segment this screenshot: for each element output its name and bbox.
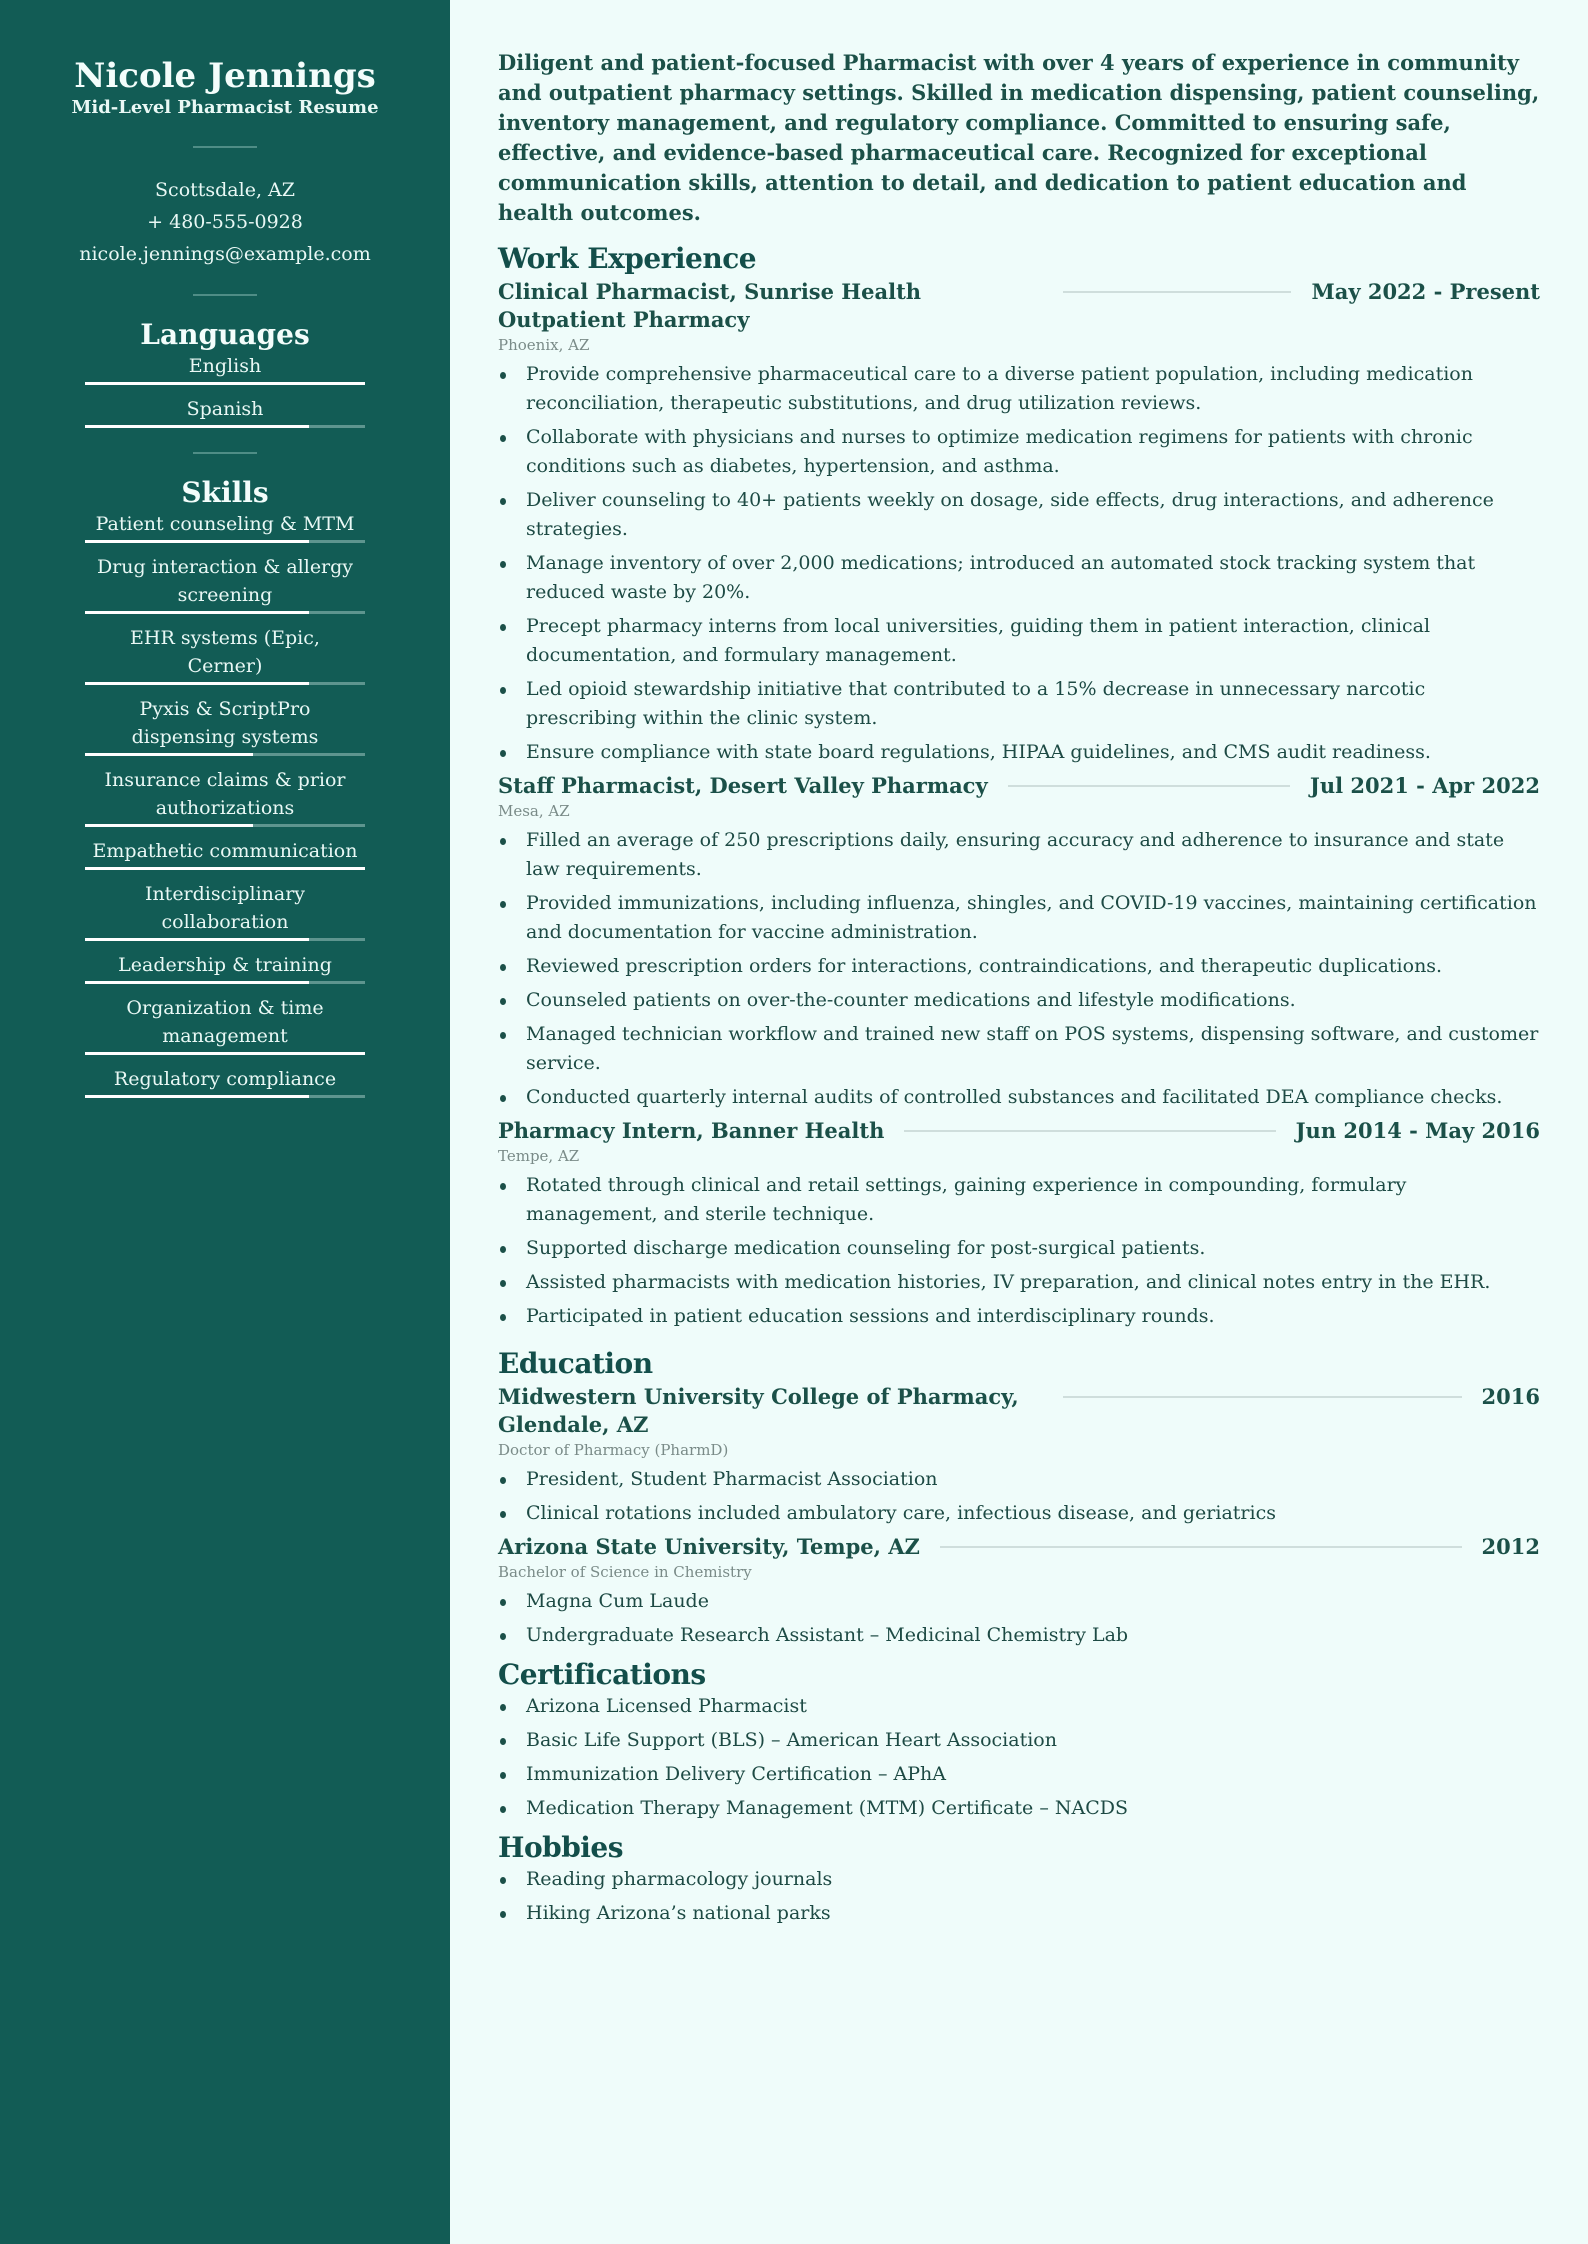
skill-item bbox=[85, 695, 365, 756]
graduation-year: 2016 bbox=[1481, 1384, 1540, 1409]
skill-item-label: Interdisciplinary collaboration bbox=[144, 883, 306, 933]
hobbies-heading: Hobbies bbox=[498, 1831, 624, 1864]
bullet-item: Manage inventory of over 2,000 medications; introduced an automated stock tracking system that reduced waste by 20%. bbox=[498, 549, 1540, 607]
work-experience-section bbox=[498, 242, 1540, 1331]
languages-section bbox=[0, 318, 450, 428]
bullet-item: Counseled patients on over-the-counter medications and lifestyle modifications. bbox=[498, 986, 1540, 1015]
bullet-item: Basic Life Support (BLS) – American Heart Association bbox=[498, 1726, 1540, 1755]
skills-section bbox=[0, 476, 450, 1098]
skill-item-level-fill bbox=[85, 753, 253, 756]
languages-heading: Languages bbox=[140, 318, 310, 351]
skill-item-label: EHR systems (Epic, Cerner) bbox=[130, 627, 320, 677]
job-location: Mesa, AZ bbox=[498, 802, 570, 820]
hobbies-section bbox=[498, 1831, 1540, 1928]
certifications-heading: Certifications bbox=[498, 1658, 706, 1691]
language-item-label: Spanish bbox=[186, 398, 264, 420]
resume-subtitle: Mid-Level Pharmacist Resume bbox=[71, 97, 379, 118]
job-title: Clinical Pharmacist, Sunrise Health Outpatient Pharmacy bbox=[498, 279, 922, 332]
skill-item bbox=[85, 1065, 365, 1098]
job-dates: Jun 2014 - May 2016 bbox=[1295, 1118, 1540, 1143]
bullet-item: Filled an average of 250 prescriptions daily, ensuring accuracy and adherence to insurance and state law requirements. bbox=[498, 826, 1540, 884]
main-content bbox=[498, 48, 1540, 1933]
hobbies-list bbox=[498, 1865, 1540, 1928]
bullet-item: Deliver counseling to 40+ patients weekly on dosage, side effects, drug interactions, and adherence strategies. bbox=[498, 486, 1540, 544]
graduation-year: 2012 bbox=[1481, 1534, 1540, 1559]
skill-item-level-fill bbox=[85, 824, 253, 827]
divider bbox=[193, 146, 257, 148]
degree: Doctor of Pharmacy (PharmD) bbox=[498, 1441, 729, 1459]
contact-block bbox=[0, 174, 450, 270]
skill-item-level-fill bbox=[85, 611, 309, 614]
bullet-item: Supported discharge medication counseling for post-surgical patients. bbox=[498, 1234, 1540, 1263]
skill-item-level-fill bbox=[85, 981, 309, 984]
language-item bbox=[85, 395, 365, 428]
language-item-level-track bbox=[85, 382, 365, 385]
skill-item-level-track bbox=[85, 1095, 365, 1098]
skill-item bbox=[85, 510, 365, 543]
skill-item-level-track bbox=[85, 1052, 365, 1055]
bullet-item: Ensure compliance with state board regulations, HIPAA guidelines, and CMS audit readiness. bbox=[498, 738, 1540, 767]
divider bbox=[940, 1546, 1462, 1548]
work-experience-heading: Work Experience bbox=[498, 242, 757, 275]
certifications-section bbox=[498, 1658, 1540, 1823]
bullet-item: Undergraduate Research Assistant – Medicinal Chemistry Lab bbox=[498, 1621, 1540, 1650]
language-item-level-fill bbox=[85, 382, 365, 385]
divider bbox=[1063, 1396, 1462, 1398]
job-dates: Jul 2021 - Apr 2022 bbox=[1309, 773, 1540, 798]
education-header bbox=[498, 1383, 1540, 1439]
bullet-item: Conducted quarterly internal audits of controlled substances and facilitated DEA compliance checks. bbox=[498, 1083, 1540, 1112]
skill-item-level-track bbox=[85, 981, 365, 984]
skill-item bbox=[85, 837, 365, 870]
skill-item-level-track bbox=[85, 938, 365, 941]
skill-item bbox=[85, 951, 365, 984]
bullet-item: Provide comprehensive pharmaceutical care to a diverse patient population, including medication reconciliation, therapeutic substitutions, and drug utilization reviews. bbox=[498, 360, 1540, 418]
divider bbox=[1008, 785, 1290, 787]
skill-item bbox=[85, 994, 365, 1055]
bullet-item: Reviewed prescription orders for interactions, contraindications, and therapeutic duplications. bbox=[498, 952, 1540, 981]
skill-item-level-fill bbox=[85, 682, 309, 685]
bullet-item: President, Student Pharmacist Association bbox=[498, 1465, 1540, 1494]
bullet-item: Precept pharmacy interns from local universities, guiding them in patient interaction, clinical documentation, and formulary management. bbox=[498, 612, 1540, 670]
skill-item-level-track bbox=[85, 753, 365, 756]
school-name: Arizona State University, Tempe, AZ bbox=[498, 1534, 920, 1559]
sidebar bbox=[0, 0, 450, 2244]
bullet-item: Magna Cum Laude bbox=[498, 1587, 1540, 1616]
candidate-name: Nicole Jennings bbox=[74, 56, 376, 96]
skill-item-label: Insurance claims & prior authorizations bbox=[104, 769, 346, 819]
job-title: Pharmacy Intern, Banner Health bbox=[498, 1118, 885, 1143]
education-bullets bbox=[498, 1465, 1540, 1528]
job-title: Staff Pharmacist, Desert Valley Pharmacy bbox=[498, 773, 988, 798]
skill-item-label: Organization & time management bbox=[126, 997, 324, 1047]
skill-item-level-fill bbox=[85, 1095, 309, 1098]
language-item-level-track bbox=[85, 425, 365, 428]
skill-item-label: Pyxis & ScriptPro dispensing systems bbox=[131, 698, 319, 748]
professional-summary: Diligent and patient-focused Pharmacist with over 4 years of experience in community and outpatient pharmacy settings. Skilled in medication dispensing, patient counseling, inventory management, and regulatory compliance. Committed to ensuring safe, effective, and evidence-based pharmaceutical care. Recognized for exceptional communication skills, attention to detail, and dedication to patient education and health outcomes. bbox=[498, 50, 1540, 225]
skill-item-level-fill bbox=[85, 1052, 365, 1055]
job-bullets bbox=[498, 1171, 1540, 1331]
job-bullets bbox=[498, 826, 1540, 1112]
job-bullets bbox=[498, 360, 1540, 767]
skill-item-level-fill bbox=[85, 938, 309, 941]
bullet-item: Collaborate with physicians and nurses to optimize medication regimens for patients with chronic conditions such as diabetes, hypertension, and asthma. bbox=[498, 423, 1540, 481]
skill-item-label: Drug interaction & allergy screening bbox=[96, 556, 354, 606]
skill-item bbox=[85, 880, 365, 941]
education-section bbox=[498, 1347, 1540, 1650]
bullet-item: Arizona Licensed Pharmacist bbox=[498, 1692, 1540, 1721]
contact-phone: + 480-555-0928 bbox=[147, 211, 303, 233]
divider bbox=[193, 452, 257, 454]
language-item-level-fill bbox=[85, 425, 309, 428]
job-header bbox=[498, 772, 1540, 800]
bullet-item: Immunization Delivery Certification – APhA bbox=[498, 1760, 1540, 1789]
divider bbox=[1063, 291, 1291, 293]
school-name: Midwestern University College of Pharmacy, Glendale, AZ bbox=[498, 1384, 1019, 1437]
education-entry bbox=[498, 1383, 1540, 1528]
bullet-item: Rotated through clinical and retail settings, gaining experience in compounding, formulary management, and sterile technique. bbox=[498, 1171, 1540, 1229]
skill-item bbox=[85, 553, 365, 614]
degree: Bachelor of Science in Chemistry bbox=[498, 1563, 752, 1581]
bullet-item: Reading pharmacology journals bbox=[498, 1865, 1540, 1894]
skill-item bbox=[85, 766, 365, 827]
language-item bbox=[85, 352, 365, 385]
bullet-item: Hiking Arizona’s national parks bbox=[498, 1899, 1540, 1928]
education-entry bbox=[498, 1533, 1540, 1650]
job-location: Tempe, AZ bbox=[498, 1147, 580, 1165]
education-bullets bbox=[498, 1587, 1540, 1650]
bullet-item: Assisted pharmacists with medication histories, IV preparation, and clinical notes entry in the EHR. bbox=[498, 1268, 1540, 1297]
job-header bbox=[498, 278, 1540, 334]
skill-item-level-track bbox=[85, 682, 365, 685]
bullet-item: Participated in patient education sessions and interdisciplinary rounds. bbox=[498, 1302, 1540, 1331]
job-entry bbox=[498, 772, 1540, 1112]
bullet-item: Provided immunizations, including influenza, shingles, and COVID-19 vaccines, maintaining certification and documentation for vaccine administration. bbox=[498, 889, 1540, 947]
bullet-item: Managed technician workflow and trained new staff on POS systems, dispensing software, and customer service. bbox=[498, 1020, 1540, 1078]
job-header bbox=[498, 1117, 1540, 1145]
bullet-item: Clinical rotations included ambulatory care, infectious disease, and geriatrics bbox=[498, 1499, 1540, 1528]
bullet-item: Medication Therapy Management (MTM) Certificate – NACDS bbox=[498, 1794, 1540, 1823]
job-entry bbox=[498, 278, 1540, 767]
education-header bbox=[498, 1533, 1540, 1561]
certifications-list bbox=[498, 1692, 1540, 1823]
skill-item-level-track bbox=[85, 824, 365, 827]
skill-item bbox=[85, 624, 365, 685]
skill-item-label: Patient counseling & MTM bbox=[95, 513, 355, 535]
language-item-label: English bbox=[188, 355, 262, 377]
bullet-item: Led opioid stewardship initiative that contributed to a 15% decrease in unnecessary narcotic prescribing within the clinic system. bbox=[498, 675, 1540, 733]
divider bbox=[193, 294, 257, 296]
skill-item-label: Regulatory compliance bbox=[113, 1068, 337, 1090]
skill-item-label: Leadership & training bbox=[118, 954, 332, 976]
divider bbox=[904, 1130, 1275, 1132]
job-location: Phoenix, AZ bbox=[498, 336, 590, 354]
education-heading: Education bbox=[498, 1347, 653, 1380]
skill-item-level-track bbox=[85, 867, 365, 870]
job-entry bbox=[498, 1117, 1540, 1331]
skill-item-level-track bbox=[85, 540, 365, 543]
contact-location: Scottsdale, AZ bbox=[155, 179, 295, 201]
job-dates: May 2022 - Present bbox=[1311, 279, 1540, 304]
skill-item-level-fill bbox=[85, 867, 365, 870]
contact-email: nicole.jennings@example.com bbox=[79, 243, 371, 265]
skills-heading: Skills bbox=[181, 476, 269, 509]
skill-item-label: Empathetic communication bbox=[92, 840, 358, 862]
skill-item-level-track bbox=[85, 611, 365, 614]
skill-item-level-fill bbox=[85, 540, 309, 543]
